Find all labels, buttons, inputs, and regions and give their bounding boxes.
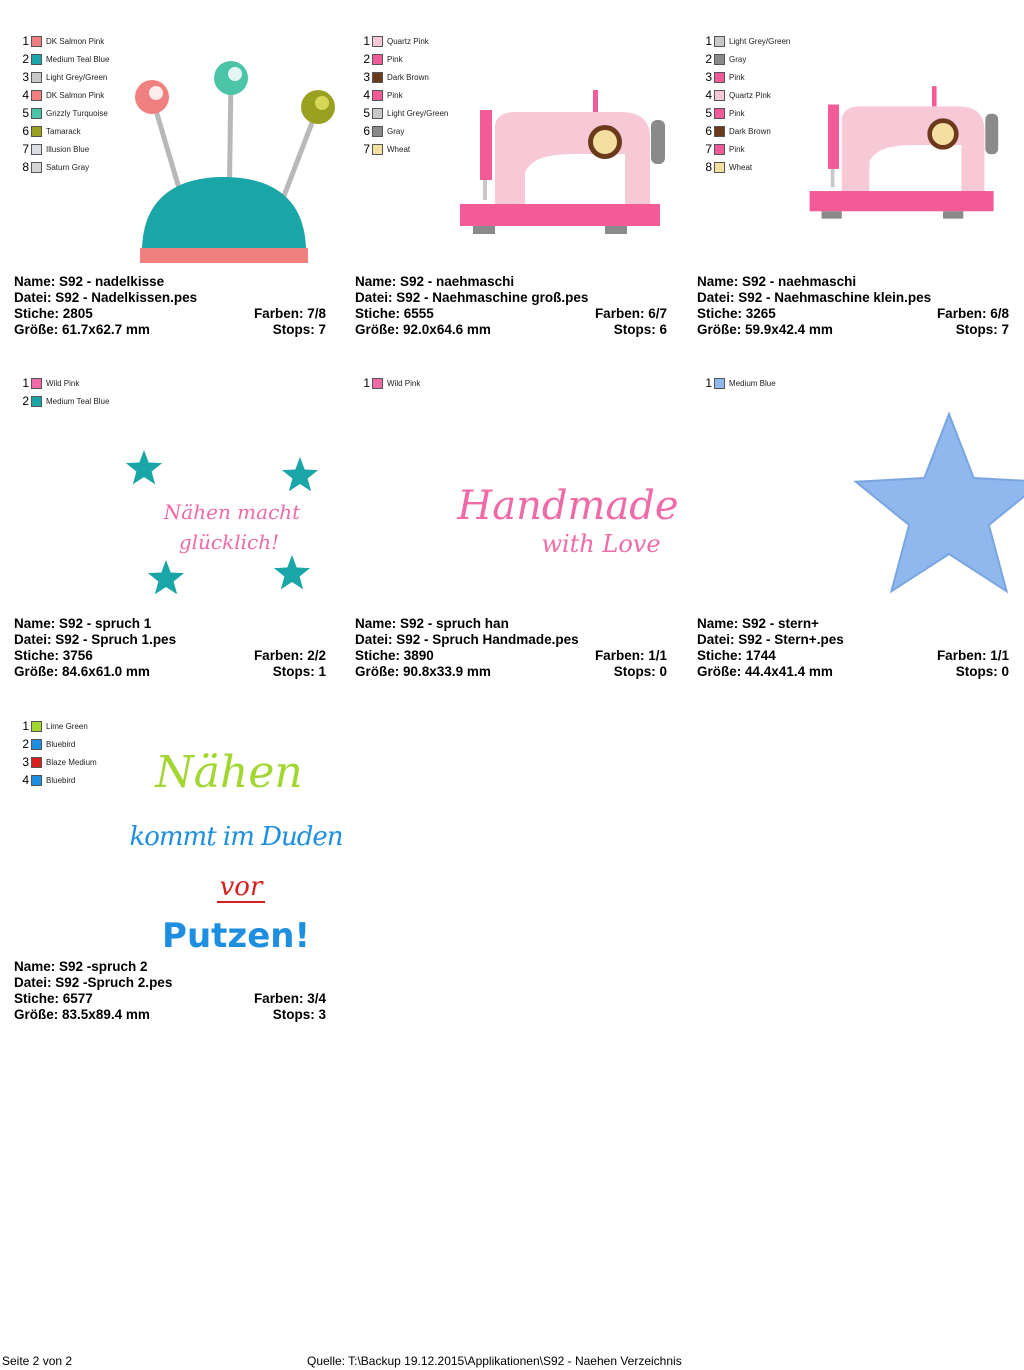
legend-number: 2 <box>22 394 29 408</box>
legend-row <box>701 50 790 68</box>
design-file: Datei: S92 - Stern+.pes <box>697 632 844 647</box>
legend-number: 4 <box>22 773 29 787</box>
legend-number: 1 <box>22 34 29 48</box>
legend-number: 7 <box>363 142 370 156</box>
legend-row <box>18 717 97 735</box>
source-path: Quelle: T:\Backup 19.12.2015\Applikationen\S92 - Naehen Verzeichnis <box>307 1354 682 1368</box>
wheel-knob <box>985 114 998 154</box>
legend-row <box>18 392 109 410</box>
legend-row <box>359 122 448 140</box>
thread-name: DK Salmon Pink <box>46 36 105 46</box>
legend-row <box>701 104 790 122</box>
legend-row <box>701 140 790 158</box>
color-swatch <box>372 90 383 101</box>
color-swatch <box>372 144 383 155</box>
star-top-left <box>126 450 162 484</box>
foot-right <box>943 211 963 218</box>
thread-name: Saturn Gray <box>46 162 90 172</box>
color-legend <box>701 374 776 392</box>
thread-name: Wheat <box>387 144 411 154</box>
thread-name: DK Salmon Pink <box>46 90 105 100</box>
design-card <box>14 22 332 352</box>
legend-number: 3 <box>363 70 370 84</box>
color-legend <box>18 717 97 789</box>
thread-name: Quartz Pink <box>387 36 429 46</box>
thread-name: Tamarack <box>46 126 81 136</box>
machine-needle-head <box>828 105 839 169</box>
design-info <box>14 959 326 1023</box>
pin-highlight <box>149 86 163 100</box>
legend-row <box>701 158 790 176</box>
legend-number: 5 <box>22 106 29 120</box>
color-swatch <box>714 36 725 47</box>
legend-row <box>359 374 420 392</box>
color-swatch <box>372 54 383 65</box>
design-name: Name: S92 - spruch han <box>355 616 509 631</box>
design-preview <box>114 727 344 957</box>
design-preview <box>455 42 685 272</box>
color-swatch <box>714 378 725 389</box>
legend-number: 1 <box>705 34 712 48</box>
design-name: Name: S92 - naehmaschi <box>697 274 857 289</box>
thread-name: Medium Teal Blue <box>46 396 110 406</box>
sewing-machine <box>460 90 665 234</box>
design-stitches: Stiche: 1744 <box>697 648 776 663</box>
color-swatch <box>31 757 42 768</box>
design-preview <box>114 42 344 272</box>
legend-number: 8 <box>705 160 712 174</box>
legend-number: 6 <box>705 124 712 138</box>
design-stops: Stops: 7 <box>272 322 326 337</box>
thread-name: Gray <box>387 126 405 136</box>
legend-row <box>18 68 109 86</box>
design-stops: Stops: 6 <box>613 322 667 337</box>
legend-number: 6 <box>363 124 370 138</box>
page-number: Seite 2 von 2 <box>2 1354 73 1368</box>
color-swatch <box>31 378 42 389</box>
design-info <box>14 274 326 338</box>
design-name: Name: S92 - nadelkisse <box>14 274 165 289</box>
design-stitches: Stiche: 3265 <box>697 306 776 321</box>
color-swatch <box>714 144 725 155</box>
legend-number: 2 <box>22 737 29 751</box>
legend-number: 4 <box>22 88 29 102</box>
color-swatch <box>372 378 383 389</box>
design-stitches: Stiche: 6577 <box>14 991 93 1006</box>
big-star <box>856 414 1024 591</box>
handwheel-center <box>932 123 954 145</box>
design-info <box>697 274 1009 338</box>
design-size: Größe: 90.8x33.9 mm <box>355 664 491 679</box>
machine-base <box>460 204 660 226</box>
legend-row <box>18 50 109 68</box>
thread-name: Wild Pink <box>387 378 421 388</box>
legend-row <box>18 140 109 158</box>
color-swatch <box>31 72 42 83</box>
legend-number: 2 <box>22 52 29 66</box>
thread-name: Wild Pink <box>46 378 80 388</box>
thread-name: Gray <box>729 54 747 64</box>
legend-number: 5 <box>705 106 712 120</box>
foot-right <box>605 226 627 234</box>
design-preview <box>114 384 344 614</box>
quote-text-line2: kommt im Duden <box>129 822 343 852</box>
design-card <box>14 364 332 694</box>
quote-text-line3: vor <box>219 872 263 902</box>
color-legend <box>359 374 420 392</box>
color-swatch <box>31 162 42 173</box>
cushion-base <box>140 248 308 263</box>
thread-name: Dark Brown <box>387 72 429 82</box>
needle <box>483 180 487 200</box>
quote-text-line4: Putzen! <box>162 916 310 956</box>
legend-number: 1 <box>22 719 29 733</box>
legend-number: 7 <box>705 142 712 156</box>
thread-name: Dark Brown <box>729 126 771 136</box>
legend-number: 3 <box>22 70 29 84</box>
thread-name: Light Grey/Green <box>729 36 791 46</box>
star-top-right <box>282 457 318 491</box>
legend-number: 1 <box>363 376 370 390</box>
design-size: Größe: 92.0x64.6 mm <box>355 322 491 337</box>
legend-row <box>701 122 790 140</box>
legend-number: 1 <box>22 376 29 390</box>
thread-name: Medium Blue <box>729 378 776 388</box>
legend-number: 8 <box>22 160 29 174</box>
thread-name: Light Grey/Green <box>46 72 108 82</box>
color-swatch <box>31 36 42 47</box>
design-card <box>697 22 1015 352</box>
thread-name: Medium Teal Blue <box>46 54 110 64</box>
legend-row <box>18 753 97 771</box>
design-stitches: Stiche: 2805 <box>14 306 93 321</box>
design-name: Name: S92 -spruch 2 <box>14 959 148 974</box>
color-swatch <box>714 162 725 173</box>
color-legend <box>18 374 109 410</box>
design-info <box>697 616 1009 680</box>
legend-row <box>18 122 109 140</box>
legend-number: 4 <box>705 88 712 102</box>
legend-number: 1 <box>363 34 370 48</box>
color-legend <box>359 32 448 158</box>
machine-body <box>842 106 985 193</box>
color-swatch <box>714 126 725 137</box>
design-file: Datei: S92 - Nadelkissen.pes <box>14 290 198 305</box>
legend-row <box>359 140 448 158</box>
design-size: Größe: 83.5x89.4 mm <box>14 1007 150 1022</box>
color-swatch <box>31 775 42 786</box>
legend-number: 5 <box>363 106 370 120</box>
handwheel-center <box>593 130 617 154</box>
quote-text-line2: glücklich! <box>178 530 280 554</box>
quote-text-line2: with Love <box>541 530 661 558</box>
color-swatch <box>31 396 42 407</box>
legend-row <box>18 771 97 789</box>
color-swatch <box>714 72 725 83</box>
thread-name: Pink <box>729 72 745 82</box>
star-bottom-left <box>148 560 184 594</box>
foot-left <box>822 211 842 218</box>
legend-row <box>18 32 109 50</box>
quote-text-line1: Nähen macht <box>163 500 301 524</box>
thread-name: Pink <box>729 108 745 118</box>
thread-name: Bluebird <box>46 739 76 749</box>
design-file: Datei: S92 - Naehmaschine groß.pes <box>355 290 589 305</box>
color-swatch <box>31 721 42 732</box>
color-swatch <box>372 72 383 83</box>
legend-row <box>701 86 790 104</box>
legend-row <box>18 374 109 392</box>
legend-row <box>18 104 109 122</box>
thread-name: Illusion Blue <box>46 144 90 154</box>
thread-name: Pink <box>387 90 403 100</box>
color-swatch <box>714 90 725 101</box>
legend-number: 3 <box>22 755 29 769</box>
pin-highlight <box>228 67 242 81</box>
color-swatch <box>31 54 42 65</box>
star-bottom-right <box>274 555 310 589</box>
design-card <box>697 364 1015 694</box>
design-colors-count: Farben: 6/7 <box>594 306 667 321</box>
wheel-knob <box>651 120 665 164</box>
legend-number: 7 <box>22 142 29 156</box>
design-stops: Stops: 3 <box>272 1007 326 1022</box>
design-card <box>14 707 343 1037</box>
design-colors-count: Farben: 3/4 <box>253 991 326 1006</box>
machine-body <box>495 112 650 207</box>
design-size: Größe: 61.7x62.7 mm <box>14 322 150 337</box>
design-name: Name: S92 - spruch 1 <box>14 616 152 631</box>
color-swatch <box>372 36 383 47</box>
legend-number: 6 <box>22 124 29 138</box>
design-colors-count: Farben: 7/8 <box>253 306 326 321</box>
design-info <box>355 274 667 338</box>
design-stops: Stops: 0 <box>613 664 667 679</box>
design-stitches: Stiche: 6555 <box>355 306 434 321</box>
design-preview <box>797 384 1024 614</box>
legend-row <box>701 68 790 86</box>
legend-row <box>701 32 790 50</box>
design-name: Name: S92 - naehmaschi <box>355 274 515 289</box>
thread-name: Grizzly Turquoise <box>46 108 108 118</box>
design-stitches: Stiche: 3756 <box>14 648 93 663</box>
quote-text-line1: Handmade <box>457 483 679 529</box>
legend-row <box>701 374 776 392</box>
thread-name: Pink <box>387 54 403 64</box>
thread-name: Bluebird <box>46 775 76 785</box>
color-swatch <box>31 739 42 750</box>
legend-row <box>359 32 448 50</box>
foot-left <box>473 226 495 234</box>
design-size: Größe: 84.6x61.0 mm <box>14 664 150 679</box>
legend-number: 4 <box>363 88 370 102</box>
design-info <box>14 616 326 680</box>
design-info <box>355 616 667 680</box>
thread-spindle <box>932 86 937 106</box>
design-card <box>355 364 679 694</box>
design-size: Größe: 44.4x41.4 mm <box>697 664 833 679</box>
needle <box>831 169 835 187</box>
design-stops: Stops: 1 <box>272 664 326 679</box>
pin-highlight <box>315 96 329 110</box>
design-size: Größe: 59.9x42.4 mm <box>697 322 833 337</box>
design-preview <box>455 384 685 614</box>
color-swatch <box>31 108 42 119</box>
legend-row <box>18 735 97 753</box>
legend-number: 2 <box>705 52 712 66</box>
legend-row <box>359 104 448 122</box>
quote-text-line1: Nähen <box>155 747 303 798</box>
legend-row <box>359 68 448 86</box>
color-swatch <box>31 144 42 155</box>
design-preview <box>797 42 1024 272</box>
design-stitches: Stiche: 3890 <box>355 648 434 663</box>
machine-base <box>810 191 994 211</box>
thread-name: Light Grey/Green <box>387 108 449 118</box>
legend-row <box>18 86 109 104</box>
legend-row <box>359 50 448 68</box>
design-colors-count: Farben: 1/1 <box>936 648 1009 663</box>
design-stops: Stops: 0 <box>955 664 1009 679</box>
design-name: Name: S92 - stern+ <box>697 616 819 631</box>
color-swatch <box>714 108 725 119</box>
thread-spindle <box>593 90 598 112</box>
design-file: Datei: S92 - Naehmaschine klein.pes <box>697 290 932 305</box>
design-colors-count: Farben: 1/1 <box>594 648 667 663</box>
color-legend <box>701 32 790 176</box>
legend-number: 1 <box>705 376 712 390</box>
design-file: Datei: S92 - Spruch 1.pes <box>14 632 177 647</box>
cushion-dome <box>142 177 306 252</box>
color-swatch <box>714 54 725 65</box>
design-colors-count: Farben: 2/2 <box>253 648 326 663</box>
thread-name: Blaze Medium <box>46 757 97 767</box>
thread-name: Wheat <box>729 162 753 172</box>
color-swatch <box>372 126 383 137</box>
thread-name: Quartz Pink <box>729 90 771 100</box>
legend-number: 2 <box>363 52 370 66</box>
legend-row <box>359 86 448 104</box>
thread-name: Pink <box>729 144 745 154</box>
design-colors-count: Farben: 6/8 <box>936 306 1009 321</box>
design-stops: Stops: 7 <box>955 322 1009 337</box>
color-swatch <box>31 126 42 137</box>
machine-needle-head <box>480 110 492 180</box>
design-file: Datei: S92 - Spruch Handmade.pes <box>355 632 579 647</box>
sewing-machine <box>810 86 999 218</box>
color-swatch <box>31 90 42 101</box>
thread-name: Lime Green <box>46 721 88 731</box>
legend-row <box>18 158 109 176</box>
design-file: Datei: S92 -Spruch 2.pes <box>14 975 173 990</box>
design-card <box>355 22 673 352</box>
legend-number: 3 <box>705 70 712 84</box>
color-legend <box>18 32 109 176</box>
color-swatch <box>372 108 383 119</box>
